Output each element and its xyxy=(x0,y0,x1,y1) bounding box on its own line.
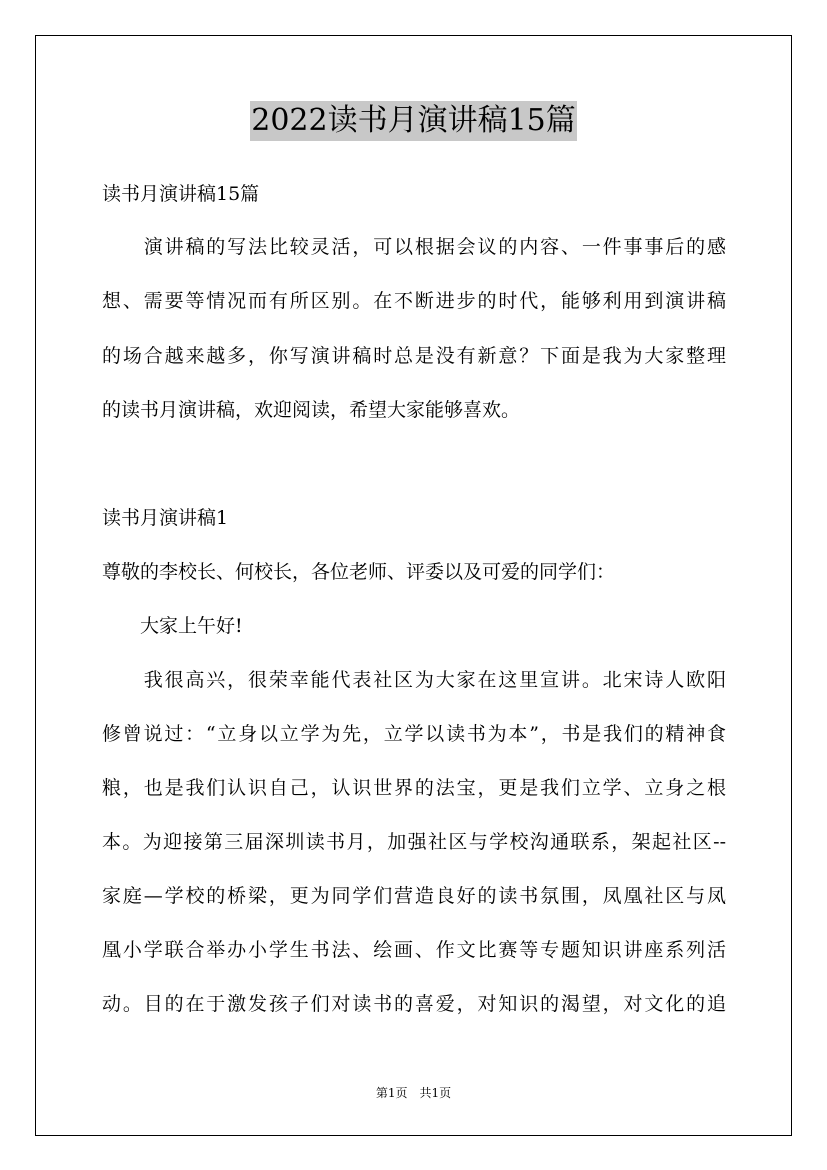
subtitle: 读书月演讲稿15篇 xyxy=(102,183,260,205)
section-heading: 读书月演讲稿1 xyxy=(102,507,229,529)
intro-line: 的读书月演讲稿，欢迎阅读，希望大家能够喜欢。 xyxy=(102,399,521,421)
page-number-footer: 第1页 共1页 xyxy=(375,1086,452,1100)
greeting: 大家上午好! xyxy=(102,615,243,637)
body-line: 修曾说过：“立身以立学为先，立学以读书为本”，书是我们的精神食 xyxy=(102,723,726,745)
body-line: 本。为迎接第三届深圳读书月，加强社区与学校沟通联系，架起社区-- xyxy=(102,831,726,853)
intro-line: 想、需要等情况而有所区别。在不断进步的时代，能够利用到演讲稿 xyxy=(102,290,726,312)
intro-line: 演讲稿的写法比较灵活，可以根据会议的内容、一件事事后的感 xyxy=(102,236,726,258)
document-title: 2022读书月演讲稿15篇 xyxy=(250,101,577,141)
salutation: 尊敬的李校长、何校长，各位老师、评委以及可爱的同学们： xyxy=(102,561,616,583)
body-line: 粮，也是我们认识自己，认识世界的法宝，更是我们立学、立身之根 xyxy=(102,777,726,799)
body-line: 家庭—学校的桥梁，更为同学们营造良好的读书氛围，凤凰社区与凤 xyxy=(102,885,726,907)
intro-line: 的场合越来越多，你写演讲稿时总是没有新意？下面是我为大家整理 xyxy=(102,345,726,367)
body-line: 凰小学联合举办小学生书法、绘画、作文比赛等专题知识讲座系列活 xyxy=(102,939,726,961)
body-line: 我很高兴，很荣幸能代表社区为大家在这里宣讲。北宋诗人欧阳 xyxy=(102,669,726,691)
body-line: 动。目的在于激发孩子们对读书的喜爱，对知识的渴望，对文化的追 xyxy=(102,993,726,1015)
